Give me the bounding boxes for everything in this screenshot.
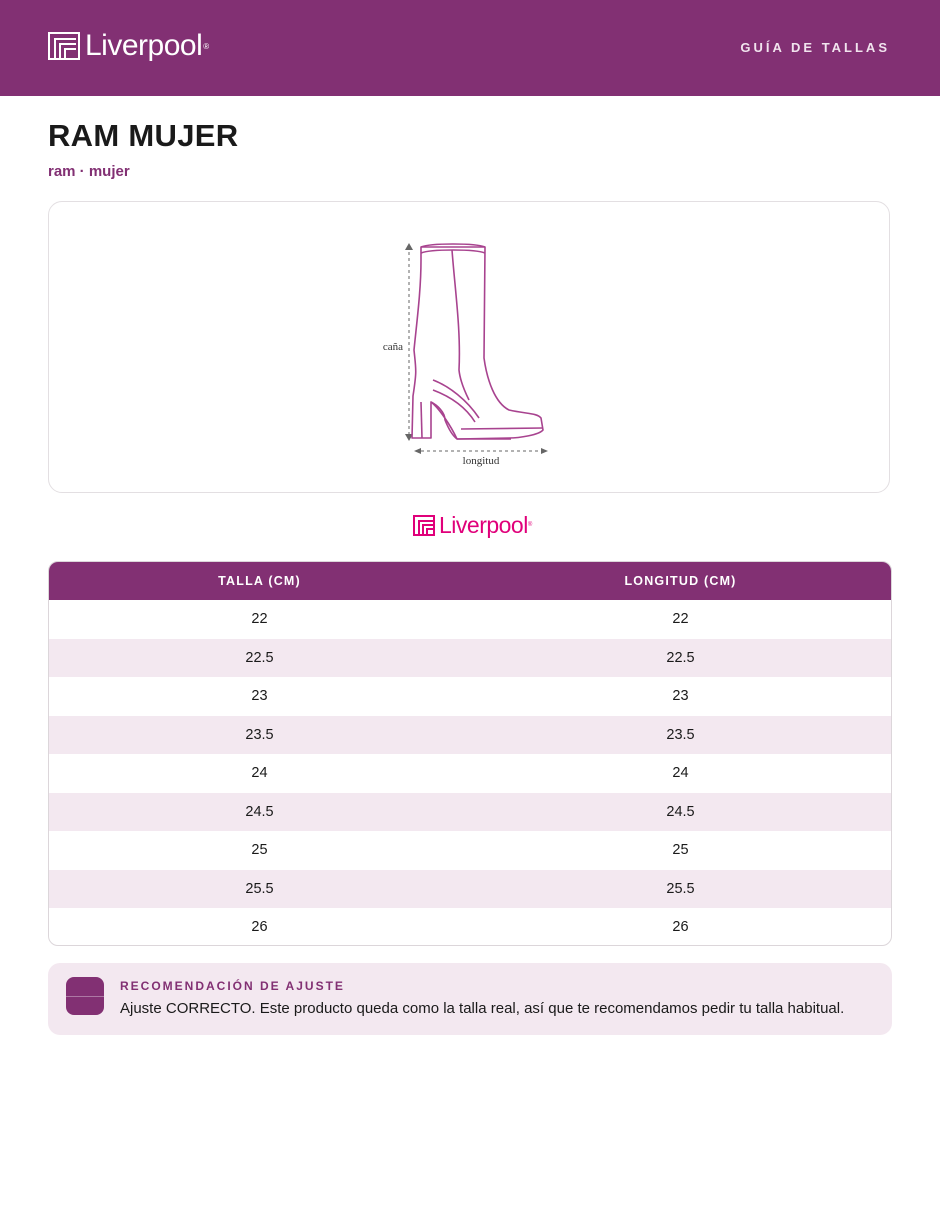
length-cell: 23.5 [666,726,695,743]
table-row [49,677,891,716]
fit-icon [66,977,104,1015]
boot-illustration-card [48,201,890,493]
logo-text: Liverpool [439,512,528,538]
page-title: RAM MUJER [48,118,239,153]
length-cell: 22 [672,611,689,628]
size-cell: 23 [251,688,268,705]
length-cell: 24 [672,765,689,782]
size-cell: 25.5 [245,880,274,897]
length-cell: 24.5 [666,803,695,820]
table-row [49,600,891,639]
logo-text: Liverpool [85,29,203,62]
size-cell: 23.5 [245,726,274,743]
table-row [49,716,891,755]
liverpool-logo-icon [413,515,435,536]
size-cell: 26 [251,919,268,936]
table-row [49,793,891,832]
size-table [48,561,892,946]
size-cell: 22 [251,611,268,628]
fit-recommendation-card [48,963,892,1035]
fit-recommendation-text: Ajuste CORRECTO. Este producto queda como la talla real, así que te recomendamos pedir tu talla habitual. [120,1000,845,1017]
boot-outline [412,244,543,439]
table-row [49,639,891,678]
table-row [49,831,891,870]
length-cell: 22.5 [666,649,695,666]
size-cell: 24 [251,765,268,782]
table-row [49,870,891,909]
table-row [49,754,891,793]
length-cell: 25.5 [666,880,695,897]
liverpool-logo[interactable]: Liverpool ® [48,31,209,61]
length-cell: 23 [672,688,689,705]
liverpool-logo-icon [48,32,80,60]
fit-recommendation-label: RECOMENDACIÓN DE AJUSTE [120,979,345,993]
header-bar [0,0,940,96]
shaft-label: caña [382,341,404,353]
boot-diagram [369,230,609,475]
length-cell: 26 [672,919,689,936]
size-cell: 25 [251,842,268,859]
table-row [49,908,891,946]
size-guide-label: GUÍA DE TALLAS [740,40,890,55]
size-cell: 24.5 [245,803,274,820]
column-header-length: LONGITUD (CM) [624,574,737,588]
length-label: longitud [462,455,500,467]
size-cell: 22.5 [245,649,274,666]
column-header-size: TALLA (CM) [218,574,301,588]
length-cell: 25 [672,842,689,859]
liverpool-brand-logo: Liverpool ® [413,513,532,537]
table-header [49,562,891,600]
breadcrumb: ram · mujer [48,163,130,180]
